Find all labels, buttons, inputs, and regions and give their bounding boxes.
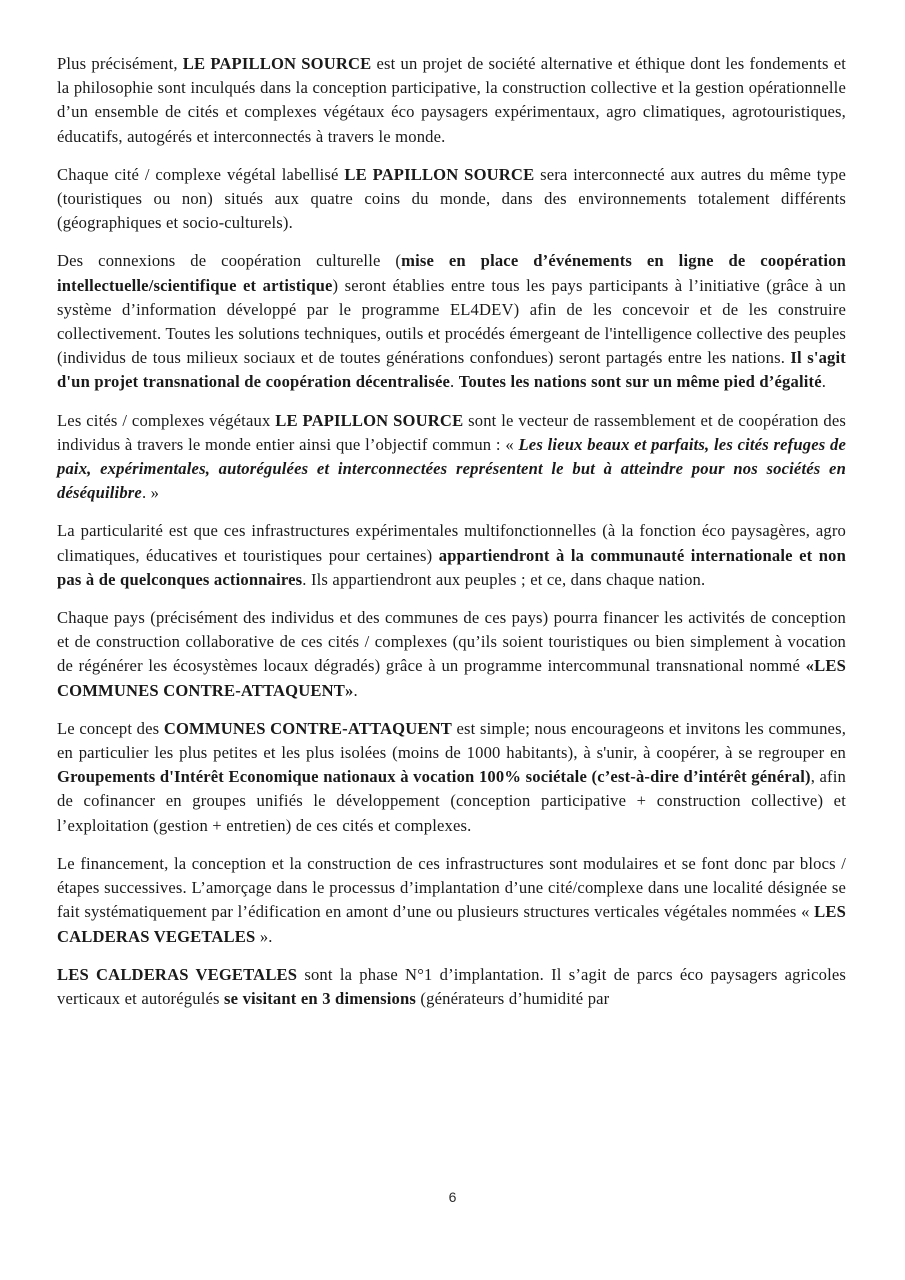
program-name-bold: «LES COMMUNES CONTRE-ATTAQUENT»: [57, 656, 846, 700]
paragraph-9: [57, 963, 846, 1011]
brand-name-bold: LE PAPILLON SOURCE: [275, 410, 464, 430]
paragraph-8: [57, 852, 846, 949]
brand-name-bold: LE PAPILLON SOURCE: [344, 164, 535, 184]
paragraph-6: [57, 606, 846, 703]
text-run: ».: [255, 926, 273, 946]
emphasis-bold: Groupements d'Intérêt Economique nationaux à vocation 100% sociétale (c’est-à-dire d’intérêt général): [57, 767, 811, 787]
emphasis-bold: se visitant en 3 dimensions: [224, 988, 417, 1008]
structure-name-bold: LES CALDERAS VEGETALES: [57, 902, 846, 946]
structure-name-bold: LES CALDERAS VEGETALES: [57, 964, 298, 984]
text-run: .: [821, 372, 827, 392]
paragraph-2: [57, 163, 846, 236]
paragraph-7: [57, 717, 846, 838]
text-run: Plus précisément,: [57, 54, 183, 73]
text-run: . Ils appartiendront aux peuples ; et ce, dans chaque nation.: [302, 569, 706, 589]
text-run: Le financement, la conception et la construction de ces infrastructures sont modulaires et se font donc par blocs / étapes successives. L’amorçage dans le processus d’implantation d’une cité/complexe dans une localité désignée se fait systématiquement par l’édification en amont d’une ou plusieurs structures verticales végétales nommées «: [57, 853, 846, 922]
text-run: Le concept des: [57, 718, 164, 738]
emphasis-bold: Il s'agit d'un projet transnational de coopération décentralisée: [57, 348, 846, 392]
text-run: sont le vecteur de rassemblement et de coopération des individus à travers le monde entier ainsi que l’objectif commun : «: [57, 410, 847, 454]
paragraph-1: [57, 52, 846, 149]
program-name-bold: COMMUNES CONTRE-ATTAQUENT: [163, 718, 452, 738]
text-run: . »: [141, 483, 160, 503]
text-run: La particularité est que ces infrastructures expérimentales multifonctionnelles (à la fonction éco paysagères, agro climatiques, éducatives et touristiques pour certaines): [57, 521, 846, 565]
emphasis-bold: Toutes les nations sont sur un même pied d’égalité: [458, 372, 822, 392]
text-run: Chaque pays (précisément des individus et des communes de ces pays) pourra financer les activités de conception et de construction collaborative de ces cités / complexes (qu’ils soient touristiques ou bien simplement à vocation de régénérer les écosystèmes locaux dégradés) grâce à un programme intercommunal transnational nommé: [57, 608, 846, 676]
paragraph-3: [57, 249, 846, 394]
text-run: sera interconnecté aux autres du même type (touristiques ou non) situés aux quatre coins du monde, dans des environnements totalement différents (géographiques et socio-culturels).: [57, 164, 847, 233]
brand-name-bold: LE PAPILLON SOURCE: [182, 54, 372, 73]
text-run: Les cités / complexes végétaux: [57, 410, 276, 430]
text-run: est un projet de société alternative et éthique dont les fondements et la philosophie sont inculqués dans la conception participative, la construction collective et la gestion opérationnelle d’un ensemble de cités et complexes végétaux éco paysagers expérimentaux, agro climatiques, agrotouristiques, éducatifs, autogérés et interconnectés à travers le monde.: [57, 54, 847, 146]
text-run: ) seront établies entre tous les pays participants à l’initiative (grâce à un système d’information développé par le programme EL4DEV) afin de les concevoir et de les construire collectivement. Toutes les solutions techniques, outils et procédés émergeant de l'intelligence collective des peuples (individus de tous milieux sociaux et de toutes générations confondues) seront partagés entre les nations.: [57, 275, 846, 368]
text-run: .: [450, 372, 459, 392]
emphasis-bold: appartiendront à la communauté internationale et non pas à de quelconques actionnaires: [57, 545, 846, 589]
page-body-text: [57, 52, 846, 1011]
paragraph-4: [57, 409, 846, 506]
text-run: , afin de cofinancer en groupes unifiés le développement (conception participative + construction collective) et l’exploitation (gestion + entretien) de ces cités et complexes.: [57, 767, 846, 835]
text-run: sont la phase N°1 d’implantation. Il s’agit de parcs éco paysagers agricoles verticaux et autorégulés: [57, 964, 847, 1008]
text-run: est simple; nous encourageons et invitons les communes, en particulier les plus petites et les plus isolées (moins de 1000 habitants), à s'unir, à coopérer, à se regrouper en: [57, 718, 847, 763]
text-run: Des connexions de coopération culturelle (: [57, 251, 402, 271]
page-number: 6: [448, 1189, 457, 1205]
emphasis-bold: mise en place d’événements en ligne de coopération intellectuelle/scientifique et artistique: [57, 251, 846, 295]
paragraph-5: [57, 519, 846, 592]
text-run: (générateurs d’humidité par: [416, 988, 610, 1008]
quotation-bold-italic: Les lieux beaux et parfaits, les cités refuges de paix, expérimentales, autorégulées et interconnectées représentent le but à atteindre pour nos sociétés en déséquilibre: [57, 434, 847, 503]
text-run: Chaque cité / complexe végétal labellisé: [57, 164, 345, 184]
text-run: .: [353, 680, 358, 700]
